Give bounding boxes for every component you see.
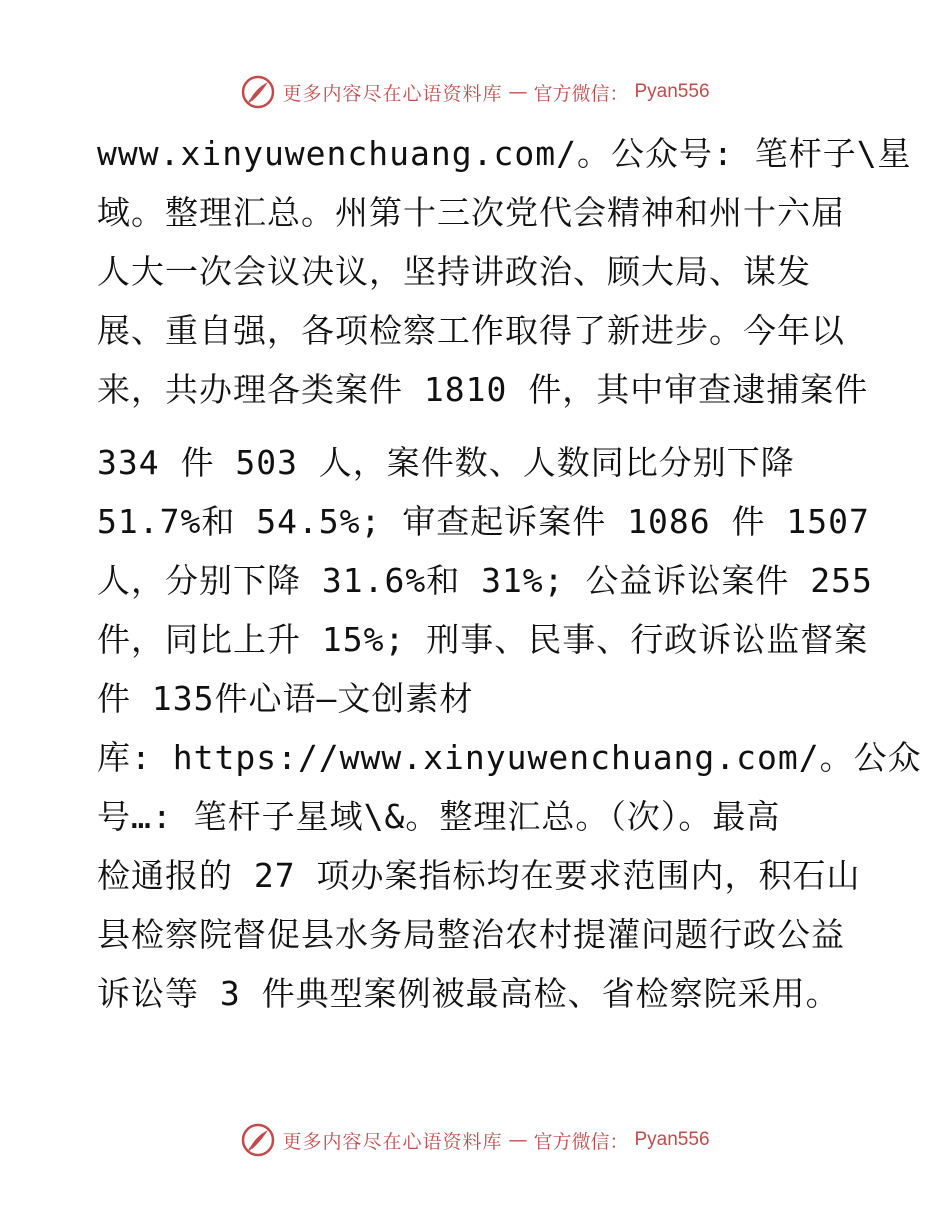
quill-logo-icon — [240, 1122, 276, 1158]
header-contact-label: 官方微信： — [533, 82, 629, 105]
body-line-5: 来，共办理各类案件 1810 件，其中审查逮捕案件 — [97, 370, 869, 409]
body-line-15: 诉讼等 3 件典型案例被最高检、省检察院采用。 — [97, 974, 840, 1013]
body-line-3: 人大一次会议决议，坚持讲政治、顾大局、谋发 — [97, 252, 811, 291]
header-banner-text: 更多内容尽在心语资料库 — [282, 82, 503, 105]
body-line-14: 县检察院督促县水务局整治农村提灌问题行政公益 — [97, 915, 845, 954]
header-separator: — — [508, 81, 528, 103]
body-line-9: 件，同比上升 15%; 刑事、民事、行政诉讼监督案 — [97, 620, 869, 659]
body-line-6: 334 件 503 人，案件数、人数同比分别下降 — [97, 443, 795, 482]
body-line-10: 件 135件心语—文创素材 — [97, 679, 474, 718]
page-footer — [0, 1122, 950, 1158]
page-header — [0, 74, 950, 110]
body-line-4: 展、重自强，各项检察工作取得了新进步。今年以 — [97, 311, 845, 350]
body-line-2: 域。整理汇总。州第十三次党代会精神和州十六届 — [97, 193, 845, 232]
footer-separator: — — [508, 1129, 528, 1151]
body-line-7: 51.7%和 54.5%; 审查起诉案件 1086 件 1507 — [97, 502, 870, 541]
body-line-8: 人，分别下降 31.6%和 31%; 公益诉讼案件 255 — [97, 561, 873, 600]
footer-contact-label: 官方微信： — [533, 1130, 629, 1153]
footer-contact-id: Pyan556 — [634, 1129, 710, 1150]
body-line-12: 号…: 笔杆子星域\&。整理汇总。（次）。最高 — [97, 797, 781, 836]
body-line-13: 检通报的 27 项办案指标均在要求范围内，积石山 — [97, 856, 861, 895]
body-line-11: 库: https://www.xinyuwenchuang.com/。公众 — [97, 738, 922, 777]
quill-logo-icon — [240, 74, 276, 110]
footer-banner-text: 更多内容尽在心语资料库 — [282, 1130, 503, 1153]
body-line-1: www.xinyuwenchuang.com/。公众号: 笔杆子\星 — [97, 134, 912, 173]
document-body — [97, 124, 922, 1023]
header-contact-id: Pyan556 — [634, 81, 710, 102]
